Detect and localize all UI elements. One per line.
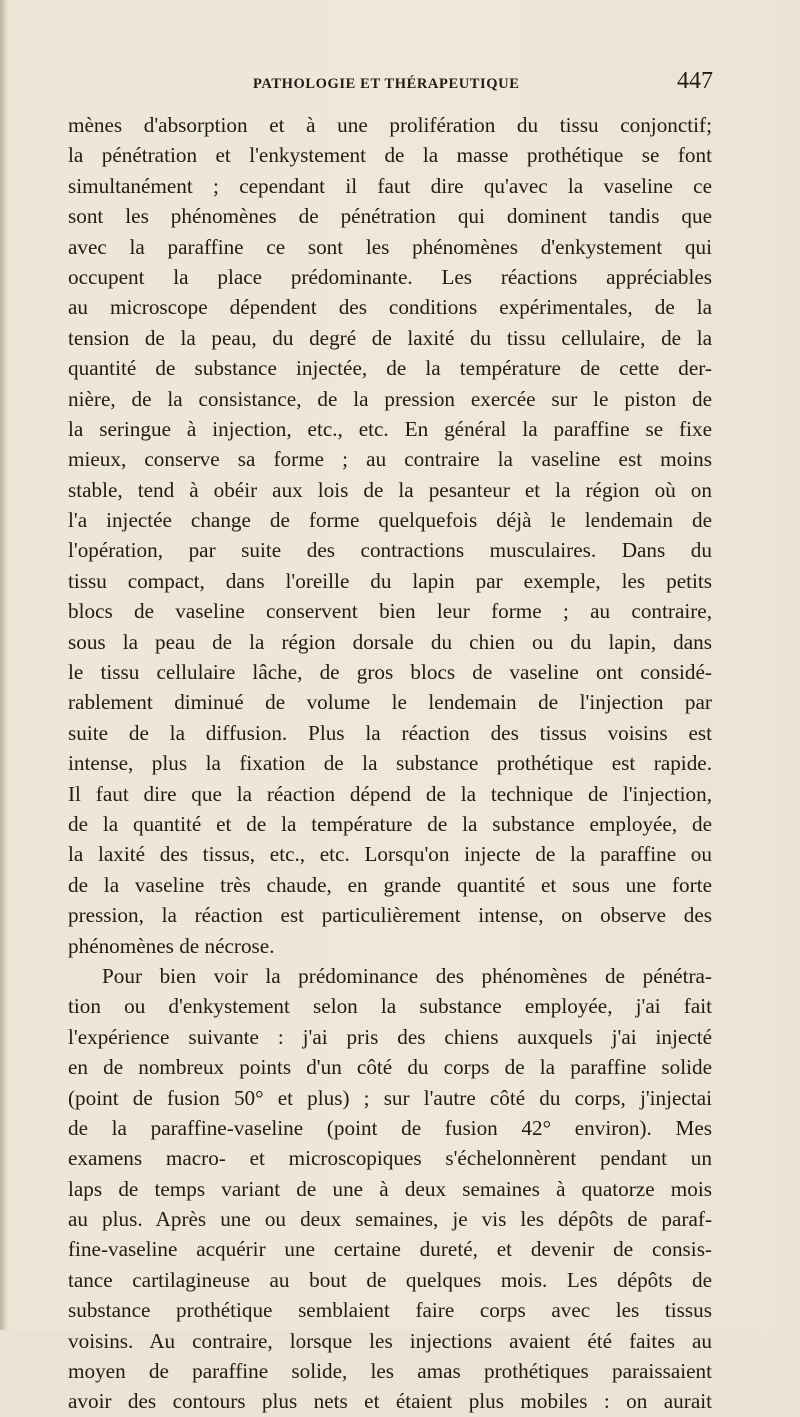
text-line: stable, tend à obéir aux lois de la pesanteur et la région où on	[68, 477, 712, 502]
text-line: (point de fusion 50° et plus) ; sur l'autre côté du corps, j'injectai	[68, 1085, 712, 1110]
text-line: sous la peau de la région dorsale du chien ou du lapin, dans	[68, 629, 712, 654]
text-line: tissu compact, dans l'oreille du lapin par exemple, les petits	[68, 568, 712, 593]
text-line: laps de temps variant de une à deux semaines à quatorze mois	[68, 1176, 712, 1201]
page-header	[253, 68, 713, 108]
text-line: tion ou d'enkystement selon la substance employée, j'ai fait	[68, 994, 712, 1019]
text-line: en de nombreux points d'un côté du corps de la paraffine solide	[68, 1055, 712, 1080]
text-line: examens macro- et microscopiques s'échelonnèrent pendant un	[68, 1146, 712, 1171]
text-line: pression, la réaction est particulièrement intense, on observe des	[68, 903, 712, 928]
text-line: mieux, conserve sa forme ; au contraire la vaseline est moins	[68, 447, 712, 472]
text-line: occupent la place prédominante. Les réactions appréciables	[68, 264, 712, 289]
text-line: fine-vaseline acquérir une certaine dureté, et devenir de consis-	[68, 1237, 712, 1262]
text-line: avec la paraffine ce sont les phénomènes d'enkystement qui	[68, 234, 712, 259]
text-line: l'opération, par suite des contractions musculaires. Dans du	[68, 538, 712, 563]
text-line: au microscope dépendent des conditions expérimentales, de la	[68, 295, 712, 320]
text-line: la laxité des tissus, etc., etc. Lorsqu'on injecte de la paraffine ou	[68, 842, 712, 867]
text-line: simultanément ; cependant il faut dire qu'avec la vaseline ce	[68, 173, 712, 198]
text-line: moyen de paraffine solide, les amas prothétiques paraissaient	[68, 1359, 712, 1384]
text-line: rablement diminué de volume le lendemain de l'injection par	[68, 690, 712, 715]
text-line: de la quantité et de la température de la substance employée, de	[68, 811, 712, 836]
text-line: sont les phénomènes de pénétration qui dominent tandis que	[68, 204, 712, 229]
text-line: intense, plus la fixation de la substance prothétique est rapide.	[68, 751, 712, 776]
text-line: voisins. Au contraire, lorsque les injections avaient été faites au	[68, 1328, 712, 1353]
text-line: l'a injectée change de forme quelquefois déjà le lendemain de	[68, 508, 712, 533]
text-line: blocs de vaseline conservent bien leur forme ; au contraire,	[68, 599, 712, 624]
text-line: Il faut dire que la réaction dépend de la technique de l'injection,	[68, 781, 712, 806]
text-line: de la vaseline très chaude, en grande quantité et sous une forte	[68, 872, 712, 897]
text-line: de la paraffine-vaseline (point de fusion 42° environ). Mes	[68, 1115, 712, 1140]
text-line: tension de la peau, du degré de laxité du tissu cellulaire, de la	[68, 325, 712, 350]
text-line: quantité de substance injectée, de la température de cette der-	[68, 356, 712, 381]
text-line: l'expérience suivante : j'ai pris des chiens auxquels j'ai injecté	[68, 1024, 712, 1049]
text-line: mènes d'absorption et à une prolifération du tissu conjonctif;	[68, 113, 712, 137]
body-text	[68, 110, 712, 1417]
text-line: le tissu cellulaire lâche, de gros blocs de vaseline ont considé-	[68, 660, 712, 685]
text-line: la pénétration et l'enkystement de la masse prothétique se font	[68, 143, 712, 168]
page-number: 447	[677, 68, 713, 94]
page-binding-edge	[0, 0, 6, 1330]
text-line: suite de la diffusion. Plus la réaction des tissus voisins est	[68, 720, 712, 745]
text-line: tance cartilagineuse au bout de quelques mois. Les dépôts de	[68, 1267, 712, 1292]
text-line-paragraph-end: phénomènes de nécrose.	[68, 933, 275, 958]
text-line: au plus. Après une ou deux semaines, je vis les dépôts de paraf-	[68, 1207, 712, 1232]
text-line-paragraph-start: Pour bien voir la prédominance des phénomènes de pénétra-	[102, 963, 712, 988]
running-head: PATHOLOGIE ET THÉRAPEUTIQUE	[253, 76, 520, 92]
text-line: substance prothétique semblaient faire corps avec les tissus	[68, 1298, 712, 1323]
text-line: nière, de la consistance, de la pression exercée sur le piston de	[68, 386, 712, 411]
text-line: avoir des contours plus nets et étaient plus mobiles : on aurait	[68, 1389, 712, 1414]
text-line: la seringue à injection, etc., etc. En général la paraffine se fixe	[68, 416, 712, 441]
